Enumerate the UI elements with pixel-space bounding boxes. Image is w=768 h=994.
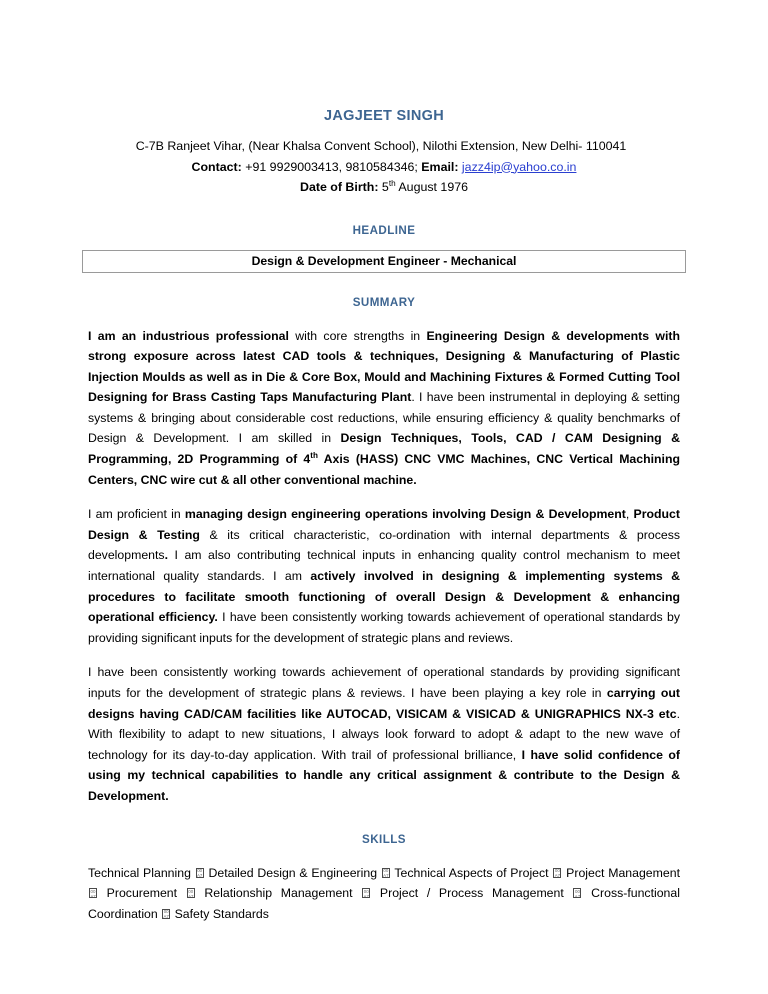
text-run: th: [310, 450, 318, 460]
text-run: Design Techniques, Tools, CAD / CAM Designing & Programming, 2D Programming of 4: [88, 431, 680, 467]
skill-item: Detailed Design & Engineering: [208, 865, 378, 880]
skill-item: Safety Standards: [174, 906, 269, 921]
headline-title-box: [82, 250, 686, 273]
document-content: [88, 0, 680, 924]
contact-line: [88, 157, 680, 178]
text-run: Axis (HASS) CNC VMC Machines, CNC Vertical Machining Centers, CNC wire cut & all other conventional machine.: [88, 452, 680, 487]
skill-separator-icon: 00 A7: [188, 888, 194, 899]
skill-item: Project / Process Management: [379, 886, 564, 901]
skills-list: [88, 863, 680, 925]
dob-ordinal-suffix: th: [388, 178, 396, 188]
dob-month-year: August 1976: [395, 180, 468, 194]
text-run: .: [164, 548, 168, 563]
section-heading-summary: SUMMARY: [352, 295, 416, 309]
text-run: managing design engineering operations involving Design & Development: [184, 507, 626, 522]
section-heading-headline: HEADLINE: [352, 223, 416, 237]
skill-separator-icon: 00 A7: [574, 888, 581, 899]
summary-paragraph-1: I am an industrious professional with core strengths in Engineering Design & developments with strong exposure across latest CAD tools & techniques, Designing & Manufacturing of Plastic Injection Moulds as well as in Die & Core Box, Mould and Machining Fixtures & Formed Cutting Tool Designing for Brass Casting Taps Manufacturing Plant. I have been instrumental in deploying & setting systems & bringing about considerable cost reductions, while ensuring efficiency & quality benchmarks of Design & Development. I am skilled in Design Techniques, Tools, CAD / CAM Designing & Programming, 2D Programming of 4th Axis (HASS) CNC VMC Machines, CNC Vertical Machining Centers, CNC wire cut & all other conventional machine.: [88, 328, 680, 487]
skill-item: Cross-functional Coordination: [88, 886, 680, 921]
text-run: actively involved in designing & implementing systems & procedures to facilitate smooth functioning of overall Design & Development & enhancing operational efficiency.: [88, 569, 681, 625]
skill-separator-icon: 00 A7: [554, 868, 561, 878]
email-label: Email:: [421, 159, 459, 174]
section-heading-skills: SKILLS: [362, 832, 406, 846]
email-link[interactable]: jazz4ip@yahoo.co.in: [461, 159, 577, 174]
skill-item: Technical Aspects of Project: [394, 865, 549, 880]
contact-label: Contact:: [191, 159, 242, 174]
summary-paragraph-3: I have been consistently working towards achievement of operational standards by providing significant inputs for the development of strategic plans & reviews. I have been playing a key role in carrying out designs having CAD/CAM facilities like AUTOCAD, VISICAM & VISICAD & UNIGRAPHICS NX-3 etc. With flexibility to adapt to new situations, I always look forward to adopt & adapt to the new wave of technology for its day-to-day application. With trail of professional brilliance, I have solid confidence of using my technical capabilities to handle any critical assignment & contribute to the Design & Development.: [88, 665, 680, 803]
skill-item: Technical Planning: [88, 865, 191, 880]
candidate-name: JAGJEET SINGH: [324, 108, 444, 124]
text-run: Engineering Design & developments with strong exposure across latest CAD tools & techniques, Designing & Manufacturing of Plastic Injection Moulds as well as in Die & Core Box, Mould and Machining Fixtures & Formed Cutting Tool Designing for Brass Casting Taps Manufacturing Plant: [88, 328, 680, 405]
text-run: carrying out designs having CAD/CAM facilities like AUTOCAD, VISICAM & VISICAD & UNIGRAPHICS NX-3 etc: [88, 686, 680, 721]
summary-paragraph-2: I am proficient in managing design engineering operations involving Design & Development, Product Design & Testing & its critical characteristic, co-ordination with internal departments & process developments. I am also contributing technical inputs in enhancing quality control mechanism to meet international quality standards. I am actively involved in designing & implementing systems & procedures to facilitate smooth functioning of overall Design & Development & enhancing operational efficiency. I have been consistently working towards achievement of operational standards by providing significant inputs for the development of strategic plans and reviews.: [88, 507, 681, 645]
address-line: C-7B Ranjeet Vihar, (Near Khalsa Convent School), Nilothi Extension, New Delhi- 110041: [135, 139, 627, 153]
skill-separator-icon: 00 A7: [363, 888, 369, 899]
skill-item: Relationship Management: [204, 886, 353, 901]
headline-title-text: Design & Development Engineer - Mechanical: [251, 253, 517, 268]
skill-item: Procurement: [106, 886, 178, 901]
skill-separator-icon: 00 A7: [383, 868, 389, 878]
skill-item: Project Management: [566, 865, 680, 880]
text-run: I am an industrious professional: [88, 328, 289, 343]
dob-label: Date of Birth:: [300, 180, 379, 194]
skill-separator-icon: 00 A7: [197, 868, 203, 878]
skill-separator-icon: 00 A7: [90, 888, 96, 899]
dob-day: 5: [378, 180, 389, 194]
contact-block: [88, 136, 680, 198]
skill-separator-icon: 00 A7: [163, 909, 169, 919]
text-run: Product Design & Testing: [88, 507, 680, 542]
text-run: I have solid confidence of using my technical capabilities to handle any critical assignment & contribute to the Design & Development.: [88, 747, 680, 803]
phone-numbers: +91 9929003413, 9810584346;: [241, 159, 422, 174]
dob-line: [88, 177, 680, 198]
